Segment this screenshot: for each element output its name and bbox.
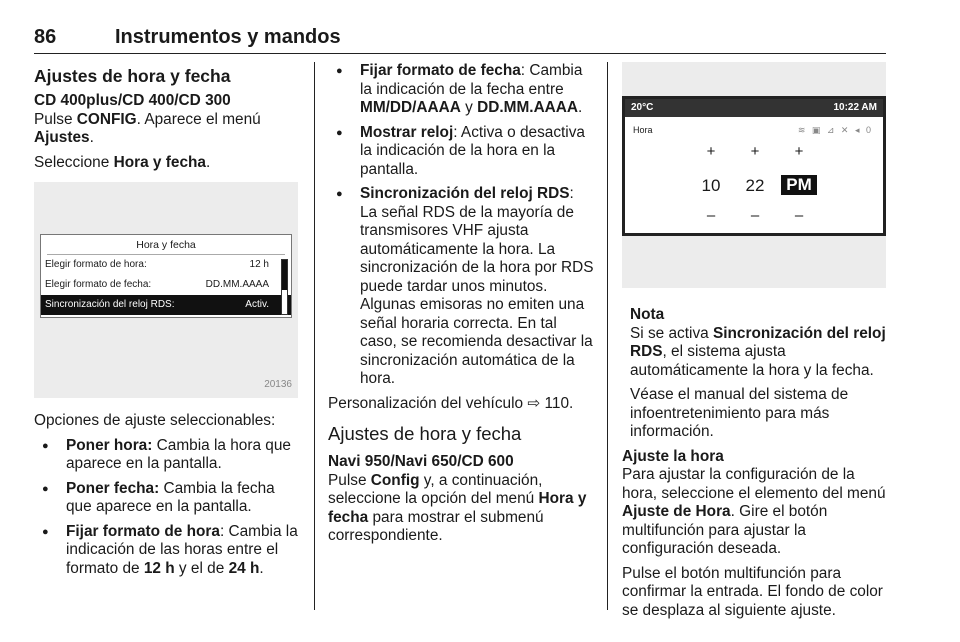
list-item: ● Fijar formato de hora: Cambia la indicación de las horas entre el formato de 12 h y el de 24 h. [34, 523, 302, 579]
status-icons: ≋ ▣ ⊿ ✕ ◂ 0 [797, 125, 873, 135]
paragraph: Pulse CONFIG. Aparece el menú Ajustes. [34, 110, 261, 146]
list-item: ● Poner hora: Cambia la hora que aparece en la pantalla. [34, 437, 302, 474]
minus-icon: – [750, 207, 760, 224]
column-1 [34, 62, 302, 584]
plus-icon: + [750, 143, 760, 160]
minus-icon: – [794, 207, 804, 224]
status-bar [625, 99, 883, 117]
column-divider [314, 62, 315, 610]
list-item: ● Mostrar reloj: Activa o desactiva la indicación de la hora en la pantalla. [328, 124, 594, 180]
minute-value: 22 [745, 176, 765, 195]
page-title: Instrumentos y mandos [115, 26, 341, 48]
menu-row: Elegir formato de fecha: DD.MM.AAAA [45, 279, 269, 290]
paragraph: Para ajustar la configuración de la hora, seleccione el elemento del menú Ajuste de Hora. Gire el botón multifunción para ajustar la configuración deseada. [622, 466, 886, 557]
list-item: ● Fijar formato de fecha: Cambia la indicación de la fecha entre MM/DD/AAAA y DD.MM.AAAA. [328, 62, 594, 118]
note-paragraph: Véase el manual del sistema de infoentretenimiento para más información. [630, 386, 849, 440]
section-subheading: Ajuste la hora [622, 447, 724, 465]
options-list [328, 62, 594, 389]
section-subheading: Navi 950/Navi 650/CD 600 [328, 453, 514, 470]
ampm-value: PM [781, 175, 817, 195]
menu-row-selected: Sincronización del reloj RDS: Activ. [41, 295, 291, 315]
paragraph: Seleccione Hora y fecha. [34, 153, 211, 171]
page-header [34, 24, 886, 54]
menu-row: Elegir formato de hora: 12 h [45, 259, 269, 270]
figure-number: 20136 [264, 378, 292, 390]
page-number: 86 [34, 26, 57, 48]
section-heading: Ajustes de hora y fecha [328, 423, 522, 444]
display-screen [622, 96, 886, 236]
paragraph: Pulse Config y, a continuación, seleccione la opción del menú Hora y fecha para mostrar el submenú correspondiente. [328, 471, 587, 544]
scrollbar-thumb [282, 260, 287, 290]
column-2 [328, 62, 594, 552]
temperature-readout: 20°C [631, 101, 654, 113]
minus-icon: – [706, 207, 716, 224]
settings-dialog [40, 234, 292, 318]
list-item: ● Sincronización del reloj RDS: La señal RDS de la mayoría de transmisores VHF ajusta automáticamente la hora. La sincronización de la hora por RDS puede tardar unos minutos. Algunas emisoras no emiten una señal horaria correcta. En tal caso, se recomienda desactivar la sincronización automática de la hora. [328, 185, 594, 389]
plus-icon: + [706, 143, 716, 160]
section-heading: Ajustes de hora y fecha [34, 66, 231, 86]
paragraph: Opciones de ajuste seleccionables: [34, 412, 276, 429]
figure-time-date-menu [34, 182, 298, 398]
list-item: ● Poner fecha: Cambia la fecha que aparece en la pantalla. [34, 480, 302, 517]
dialog-title: Hora y fecha [47, 235, 285, 255]
paragraph: Pulse el botón multifunción para confirmar la entrada. El fondo de color se desplaza al siguiente ajuste. [622, 564, 883, 619]
note-box [622, 306, 888, 442]
hour-value: 10 [701, 176, 721, 195]
options-list [34, 437, 302, 579]
figure-clock-setting-screen [622, 62, 886, 288]
column-divider [607, 62, 608, 610]
note-title: Nota [630, 306, 665, 323]
note-paragraph: Si se activa Sincronización del reloj RDS, el sistema ajusta automáticamente la hora y la fecha. [630, 324, 886, 379]
plus-icon: + [794, 143, 804, 160]
scrollbar [281, 259, 288, 315]
section-subheading: CD 400plus/CD 400/CD 300 [34, 92, 231, 109]
clock-readout: 10:22 AM [833, 101, 877, 113]
screen-label: Hora [633, 125, 653, 135]
cross-reference: Personalización del vehículo ⇨ 110. [328, 394, 574, 412]
column-3 [622, 62, 888, 626]
